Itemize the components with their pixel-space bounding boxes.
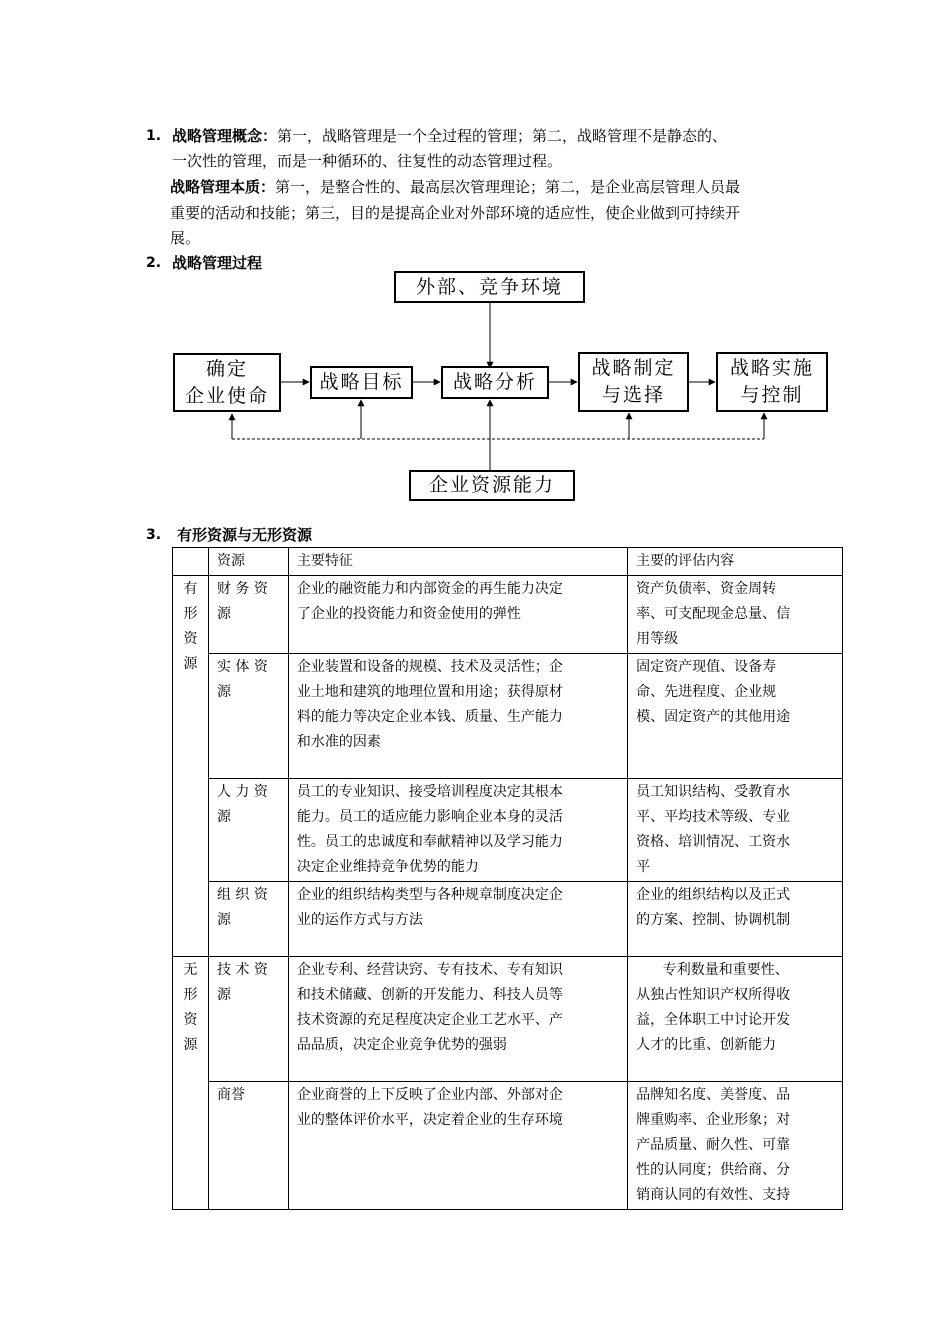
- resource-cell: 财 务 资 源: [208, 576, 288, 654]
- box-objectives: 战略目标: [310, 366, 413, 399]
- concept-text-1: 第一，战略管理是一个全过程的管理；第二，战略管理不是静态的、: [277, 127, 728, 145]
- box-implementation: 战略实施 与控制: [716, 352, 828, 412]
- process-diagram-connectors: [0, 0, 950, 520]
- section3-title: 有形资源与无形资源: [177, 526, 313, 544]
- concept-line1: [172, 124, 727, 149]
- box-formulation: 战略制定 与选择: [578, 352, 689, 412]
- tangible-category-cell: 有 形 资 源: [173, 576, 209, 957]
- resource-cell: 人 力 资 源: [208, 779, 288, 882]
- feature-cell: 企业商誉的上下反映了企业内部、外部对企 业的整体评价水平，决定着企业的生存环境: [288, 1082, 627, 1210]
- feature-cell: 企业装置和设备的规模、技术及灵活性；企 业土地和建筑的地理位置和用途；获得原材 料的能力等决定企业本钱、质量、生产能力 和水准的因素: [288, 654, 627, 779]
- resource-cell: 技 术 资 源: [208, 957, 288, 1082]
- section2-number: 2.: [146, 255, 162, 271]
- table-row: [173, 882, 843, 957]
- table-row: [173, 779, 843, 882]
- essence-label: 战略管理本质：: [170, 178, 276, 196]
- feature-cell: 企业专利、经营诀窍、专有技术、专有知识 和技术储藏、创新的开发能力、科技人员等 技术资源的充足程度决定企业工艺水平、产 品品质，决定企业竞争优势的强弱: [288, 957, 627, 1082]
- concept-line2: 一次性的管理，而是一种循环的、往复性的动态管理过程。: [172, 152, 563, 170]
- section3-number: 3.: [146, 527, 162, 543]
- evaluation-cell: 企业的组织结构以及正式 的方案、控制、协调机制: [628, 882, 843, 957]
- resources-table: [172, 547, 843, 1210]
- intangible-category-cell: 无 形 资 源: [173, 957, 209, 1210]
- concept-label: 战略管理概念：: [172, 127, 278, 145]
- feature-cell: 企业的融资能力和内部资金的再生能力决定 了企业的投资能力和资金使用的弹性: [288, 576, 627, 654]
- feature-cell: 企业的组织结构类型与各种规章制度决定企 业的运作方式与方法: [288, 882, 627, 957]
- table-row: [173, 957, 843, 1082]
- table-row: [173, 654, 843, 779]
- evaluation-cell: 资产负债率、资金周转 率、可支配现金总量、信 用等级: [628, 576, 843, 654]
- essence-line2: 重要的活动和技能；第三，目的是提高企业对外部环境的适应性，使企业做到可持续开: [170, 204, 741, 222]
- evaluation-cell: 专利数量和重要性、 从独占性知识产权所得收 益，全体职工中讨论开发 人才的比重、创新能力: [628, 957, 843, 1082]
- evaluation-cell: 固定资产现值、设备寿 命、先进程度、企业规 模、固定资产的其他用途: [628, 654, 843, 779]
- header-cell-empty: [173, 548, 209, 576]
- table-row: [173, 576, 843, 654]
- evaluation-cell: 员工知识结构、受教育水 平、平均技术等级、专业 资格、培训情况、工资水 平: [628, 779, 843, 882]
- resource-cell: 商誉: [208, 1082, 288, 1210]
- box-resources: 企业资源能力: [409, 470, 575, 501]
- header-cell-feature: 主要特征: [288, 548, 627, 576]
- essence-text-1: 第一，是整合性的、最高层次管理理论；第二，是企业高层管理人员最: [275, 178, 741, 196]
- box-analysis: 战略分析: [441, 366, 549, 399]
- section2-title: 战略管理过程: [172, 254, 263, 272]
- feature-cell: 员工的专业知识、接受培训程度决定其根本 能力。员工的适应能力影响企业本身的灵活 性。员工的忠诚度和奉献精神以及学习能力 决定企业维持竞争优势的能力: [288, 779, 627, 882]
- box-mission: 确定 企业使命: [173, 353, 281, 412]
- resource-cell: 实 体 资 源: [208, 654, 288, 779]
- resource-cell: 组 织 资 源: [208, 882, 288, 957]
- essence-line3: 展。: [170, 229, 201, 247]
- box-external-environment: 外部、竞争环境: [394, 271, 585, 303]
- section1-number: 1.: [146, 128, 162, 144]
- essence-line1: [170, 175, 740, 200]
- table-header-row: [173, 548, 843, 576]
- table-row: [173, 1082, 843, 1210]
- evaluation-cell: 品牌知名度、美誉度、品 牌重购率、企业形象；对 产品质量、耐久性、可靠 性的认同度；供给商、分 销商认同的有效性、支持: [628, 1082, 843, 1210]
- header-cell-evaluation: 主要的评估内容: [628, 548, 843, 576]
- header-cell-resource: 资源: [208, 548, 288, 576]
